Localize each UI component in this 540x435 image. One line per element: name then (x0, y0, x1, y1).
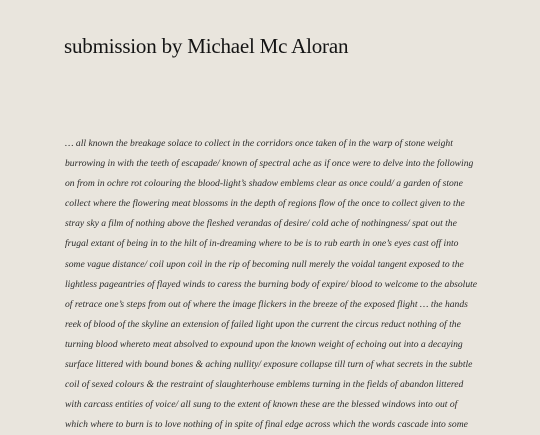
poem-line: lightless pageantries of flayed winds to caress the burning body of expire/ blood to welcome to the absolute (65, 278, 478, 290)
poem-line: on from in ochre rot colouring the blood-light’s shadow emblems clear as once could/ a garden of stone (65, 178, 463, 190)
poem-line: which where to burn is to love nothing of in spite of final edge across which the words cascade into some (65, 419, 468, 431)
poem-line: burrowing in with the teeth of escapade/ known of spectral ache as if once were to delve into the following (65, 158, 474, 170)
post-title: submission by Michael Mc Aloran (64, 34, 349, 58)
poem-body (65, 134, 485, 435)
poem-line: reek of blood of the skyline an extension of failed light upon the current the circus reduct nothing of the (65, 318, 461, 330)
poem-line: collect where the flowering meat blossoms in the depth of regions flow of the once to collect given to the (65, 198, 465, 210)
poem-line: surface littered with bound bones & aching nullity/ exposure collapse till turn of what secrets in the subtle (65, 359, 473, 371)
poem-line: with carcass entities of voice/ all sung to the extent of known these are the blessed windows into out of (65, 399, 458, 411)
poem-line: frugal extant of being in to the hilt of in-dreaming where to be is to rub earth in one’s eyes cast off into (65, 238, 459, 250)
poem-line: … all known the breakage solace to collect in the corridors once taken of in the warp of stone weight (65, 138, 453, 149)
poem-line: coil of sexed colours & the restraint of slaughterhouse emblems turning in the fields of abandon littered (65, 379, 464, 391)
poem-line: stray sky a film of nothing above the fleshed verandas of desire/ cold ache of nothingness/ spat out the (65, 218, 457, 230)
poem-line: turning blood whereto meat absolved to expound upon the known weight of echoing out into a decaying (65, 338, 463, 350)
poem-line: of retrace one’s steps from out of where the image flickers in the breeze of the exposed flight … the hands (65, 298, 468, 310)
poem-line: some vague distance/ coil upon coil in the rip of becoming null merely the voidal tangent exposed to the (65, 258, 464, 270)
